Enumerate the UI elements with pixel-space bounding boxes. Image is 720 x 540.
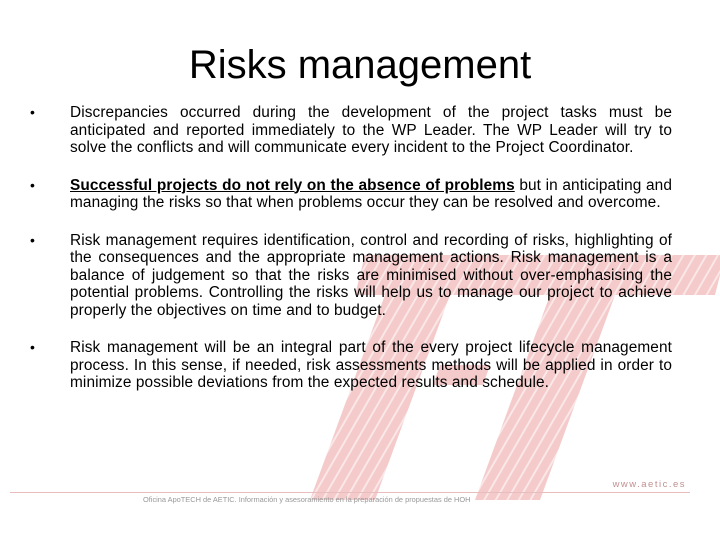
- bullet-text: [70, 339, 672, 392]
- bullet-marker: •: [30, 231, 35, 248]
- bullet-text-body: Risk management requires identification, control and recording of risks, highlighting of the consequences and the appropriate management actions. Risk management is a balance of judgement so that the risks are minimised without over-emphasising the potential problems. Controlling the risks will help us to manage our project to achieve properly the objectives on time and to budget.: [70, 231, 672, 319]
- bullet-text: [70, 232, 672, 320]
- footer-text: Oficina ApoTECH de AETIC. Información y asesoramiento en la preparación de propuestas de HOH: [143, 495, 471, 504]
- bullet-text: [70, 104, 672, 157]
- bullet-item: [30, 104, 672, 157]
- bullet-text-emphasis: Successful projects do not rely on the absence of problems: [70, 176, 515, 194]
- footer-divider: [10, 492, 690, 493]
- bullet-text-body: Risk management will be an integral part of the every project lifecycle management process. In this sense, if needed, risk assessments methods will be applied in order to minimize possible deviations from the expected results and schedule.: [70, 339, 672, 391]
- bullet-text-body: Discrepancies occurred during the development of the project tasks must be anticipated and reported immediately to the WP Leader. The WP Leader will try to solve the conflicts and will communicate every incident to the Project Coordinator.: [70, 104, 672, 156]
- bullet-marker: •: [30, 339, 35, 355]
- bullet-item: [30, 177, 672, 212]
- page-title: Risks management: [188, 43, 532, 87]
- footer-url: www.aetic.es: [612, 479, 686, 490]
- bullet-list: [30, 104, 672, 412]
- bullet-item: [30, 339, 672, 392]
- bullet-text: [70, 177, 672, 212]
- bullet-marker: •: [30, 176, 35, 193]
- bullet-marker: •: [30, 104, 35, 120]
- bullet-text-body: but in anticipating and managing the risks so that when problems occur they can be resolved and overcome.: [70, 176, 672, 211]
- bullet-item: [30, 232, 672, 320]
